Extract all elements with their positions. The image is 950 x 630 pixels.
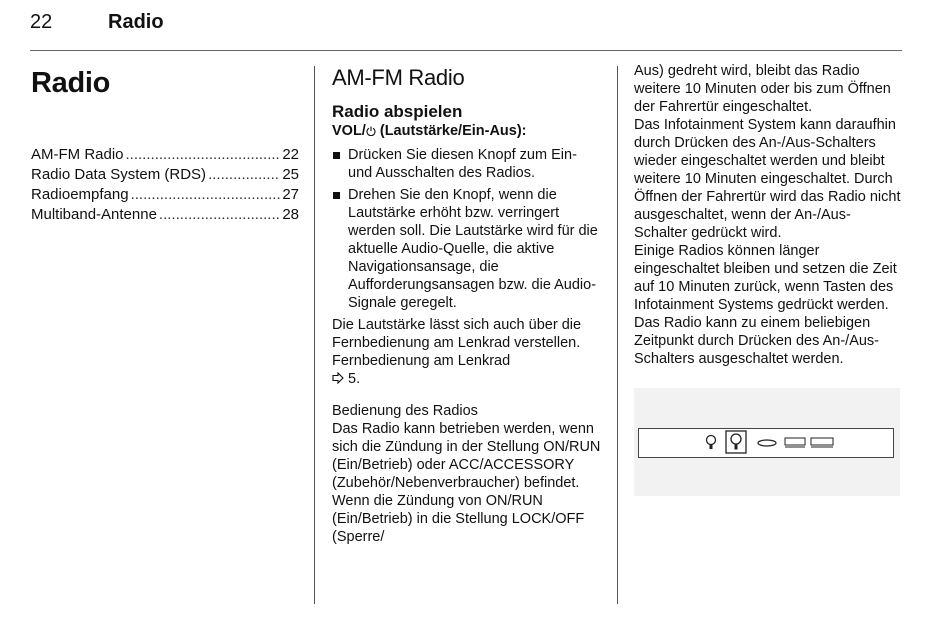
knob-icon	[707, 436, 716, 445]
column-divider-1	[314, 66, 315, 604]
toc-entry-label: Multiband-Antenne	[31, 206, 157, 223]
steering-wheel-paragraph	[332, 316, 602, 388]
table-of-contents	[31, 145, 299, 225]
operation-subheading: Bedienung des Radios	[332, 403, 478, 419]
bullet-square-icon	[333, 192, 340, 199]
page-header	[30, 10, 902, 50]
radio-faceplate-drawing	[639, 429, 893, 457]
list-item	[332, 146, 602, 182]
toc-entry-radioempfang[interactable]	[31, 185, 299, 205]
toc-leader-dots	[208, 165, 280, 185]
paragraph-longer-on: Einige Radios können länger eingeschaltet bleiben und setzen die Zeit auf 10 Minuten zurück, wenn Tasten des Infotainment Systems gedrückt werden.	[634, 243, 897, 313]
toc-leader-dots	[159, 205, 280, 225]
cross-reference-arrow-icon	[332, 372, 344, 384]
vol-bullet-list	[332, 146, 602, 312]
header-rule	[30, 50, 902, 51]
list-item-text: Drehen Sie den Knopf, wenn die Lautstärke erhöht bzw. verringert werden soll. Die Lautstärke wird für die aktuelle Audio-Quelle, die aktive Navigationsansage, die Aufforderungsansagen bzw. die Audio-Signale geregelt.	[348, 187, 598, 311]
section-title: AM-FM Radio	[332, 65, 465, 90]
knob-stem-icon	[710, 444, 713, 449]
steering-text: Die Lautstärke lässt sich auch über die Fernbedienung am Lenkrad verstellen. Fernbedienung am Lenkrad	[332, 317, 582, 369]
operation-paragraph: Das Radio kann betrieben werden, wenn sich die Zündung in der Stellung ON/RUN (Ein/Betrieb) oder ACC/ACCESSORY (Zubehör/Nebenverbraucher) befindet. Wenn die Zündung von ON/RUN (Ein/Betrieb) in die Stellung LOCK/OFF (Sperre/	[332, 421, 601, 545]
toc-entry-page: 25	[282, 166, 299, 183]
button-label-icon	[785, 438, 805, 445]
column-3	[634, 62, 902, 496]
toc-entry-label: Radio Data System (RDS)	[31, 166, 207, 183]
paragraph-power-off: Das Radio kann zu einem beliebigen Zeitpunkt durch Drücken des An-/Aus-Schalters ausgeschaltet werden.	[634, 315, 880, 367]
paragraph-continued: Aus) gedreht wird, bleibt das Radio weitere 10 Minuten oder bis zum Öffnen der Fahrertür eingeschaltet.	[634, 63, 891, 115]
subsection-title: Radio abspielen	[332, 102, 463, 121]
toc-leader-dots	[131, 185, 281, 205]
list-item	[332, 186, 602, 312]
column-1	[31, 62, 299, 225]
toc-entry-page: 28	[282, 206, 299, 223]
toc-entry-page: 27	[282, 186, 299, 203]
toc-entry-label: Radioempfang	[31, 186, 129, 203]
radio-control-illustration	[634, 388, 900, 496]
seek-button-icon	[758, 440, 776, 446]
toc-leader-dots	[126, 145, 281, 165]
button-label-icon	[811, 438, 833, 445]
column-divider-2	[617, 66, 618, 604]
cross-reference-page[interactable]: 5.	[348, 371, 361, 387]
page-number: 22	[30, 11, 53, 33]
toc-entry-label: AM-FM Radio	[31, 146, 124, 163]
vol-label-prefix: VOL/	[332, 123, 366, 139]
toc-entry-am-fm-radio[interactable]	[31, 145, 299, 165]
list-item-text: Drücken Sie diesen Knopf zum Ein- und Ausschalten des Radios.	[348, 147, 577, 181]
radio-faceplate-strip	[638, 428, 894, 458]
column-2	[332, 62, 602, 546]
running-title: Radio	[108, 11, 164, 33]
power-icon	[366, 126, 376, 136]
vol-label-suffix: (Lautstärke/Ein-Aus):	[375, 123, 527, 139]
toc-entry-multiband-antenne[interactable]	[31, 205, 299, 225]
toc-entry-page: 22	[282, 146, 299, 163]
toc-entry-rds[interactable]	[31, 165, 299, 185]
vol-control-label	[332, 122, 602, 140]
bullet-square-icon	[333, 152, 340, 159]
paragraph-infotainment: Das Infotainment System kann daraufhin durch Drücken des An-/Aus-Schalters wieder eingeschaltet werden und bleibt weitere 10 Minuten eingeschaltet. Durch Öffnen der Fahrertür wird das Radio nicht ausgeschaltet, wenn der An-/Aus-Schalter gedrückt wird.	[634, 117, 901, 241]
chapter-title: Radio	[31, 67, 111, 99]
